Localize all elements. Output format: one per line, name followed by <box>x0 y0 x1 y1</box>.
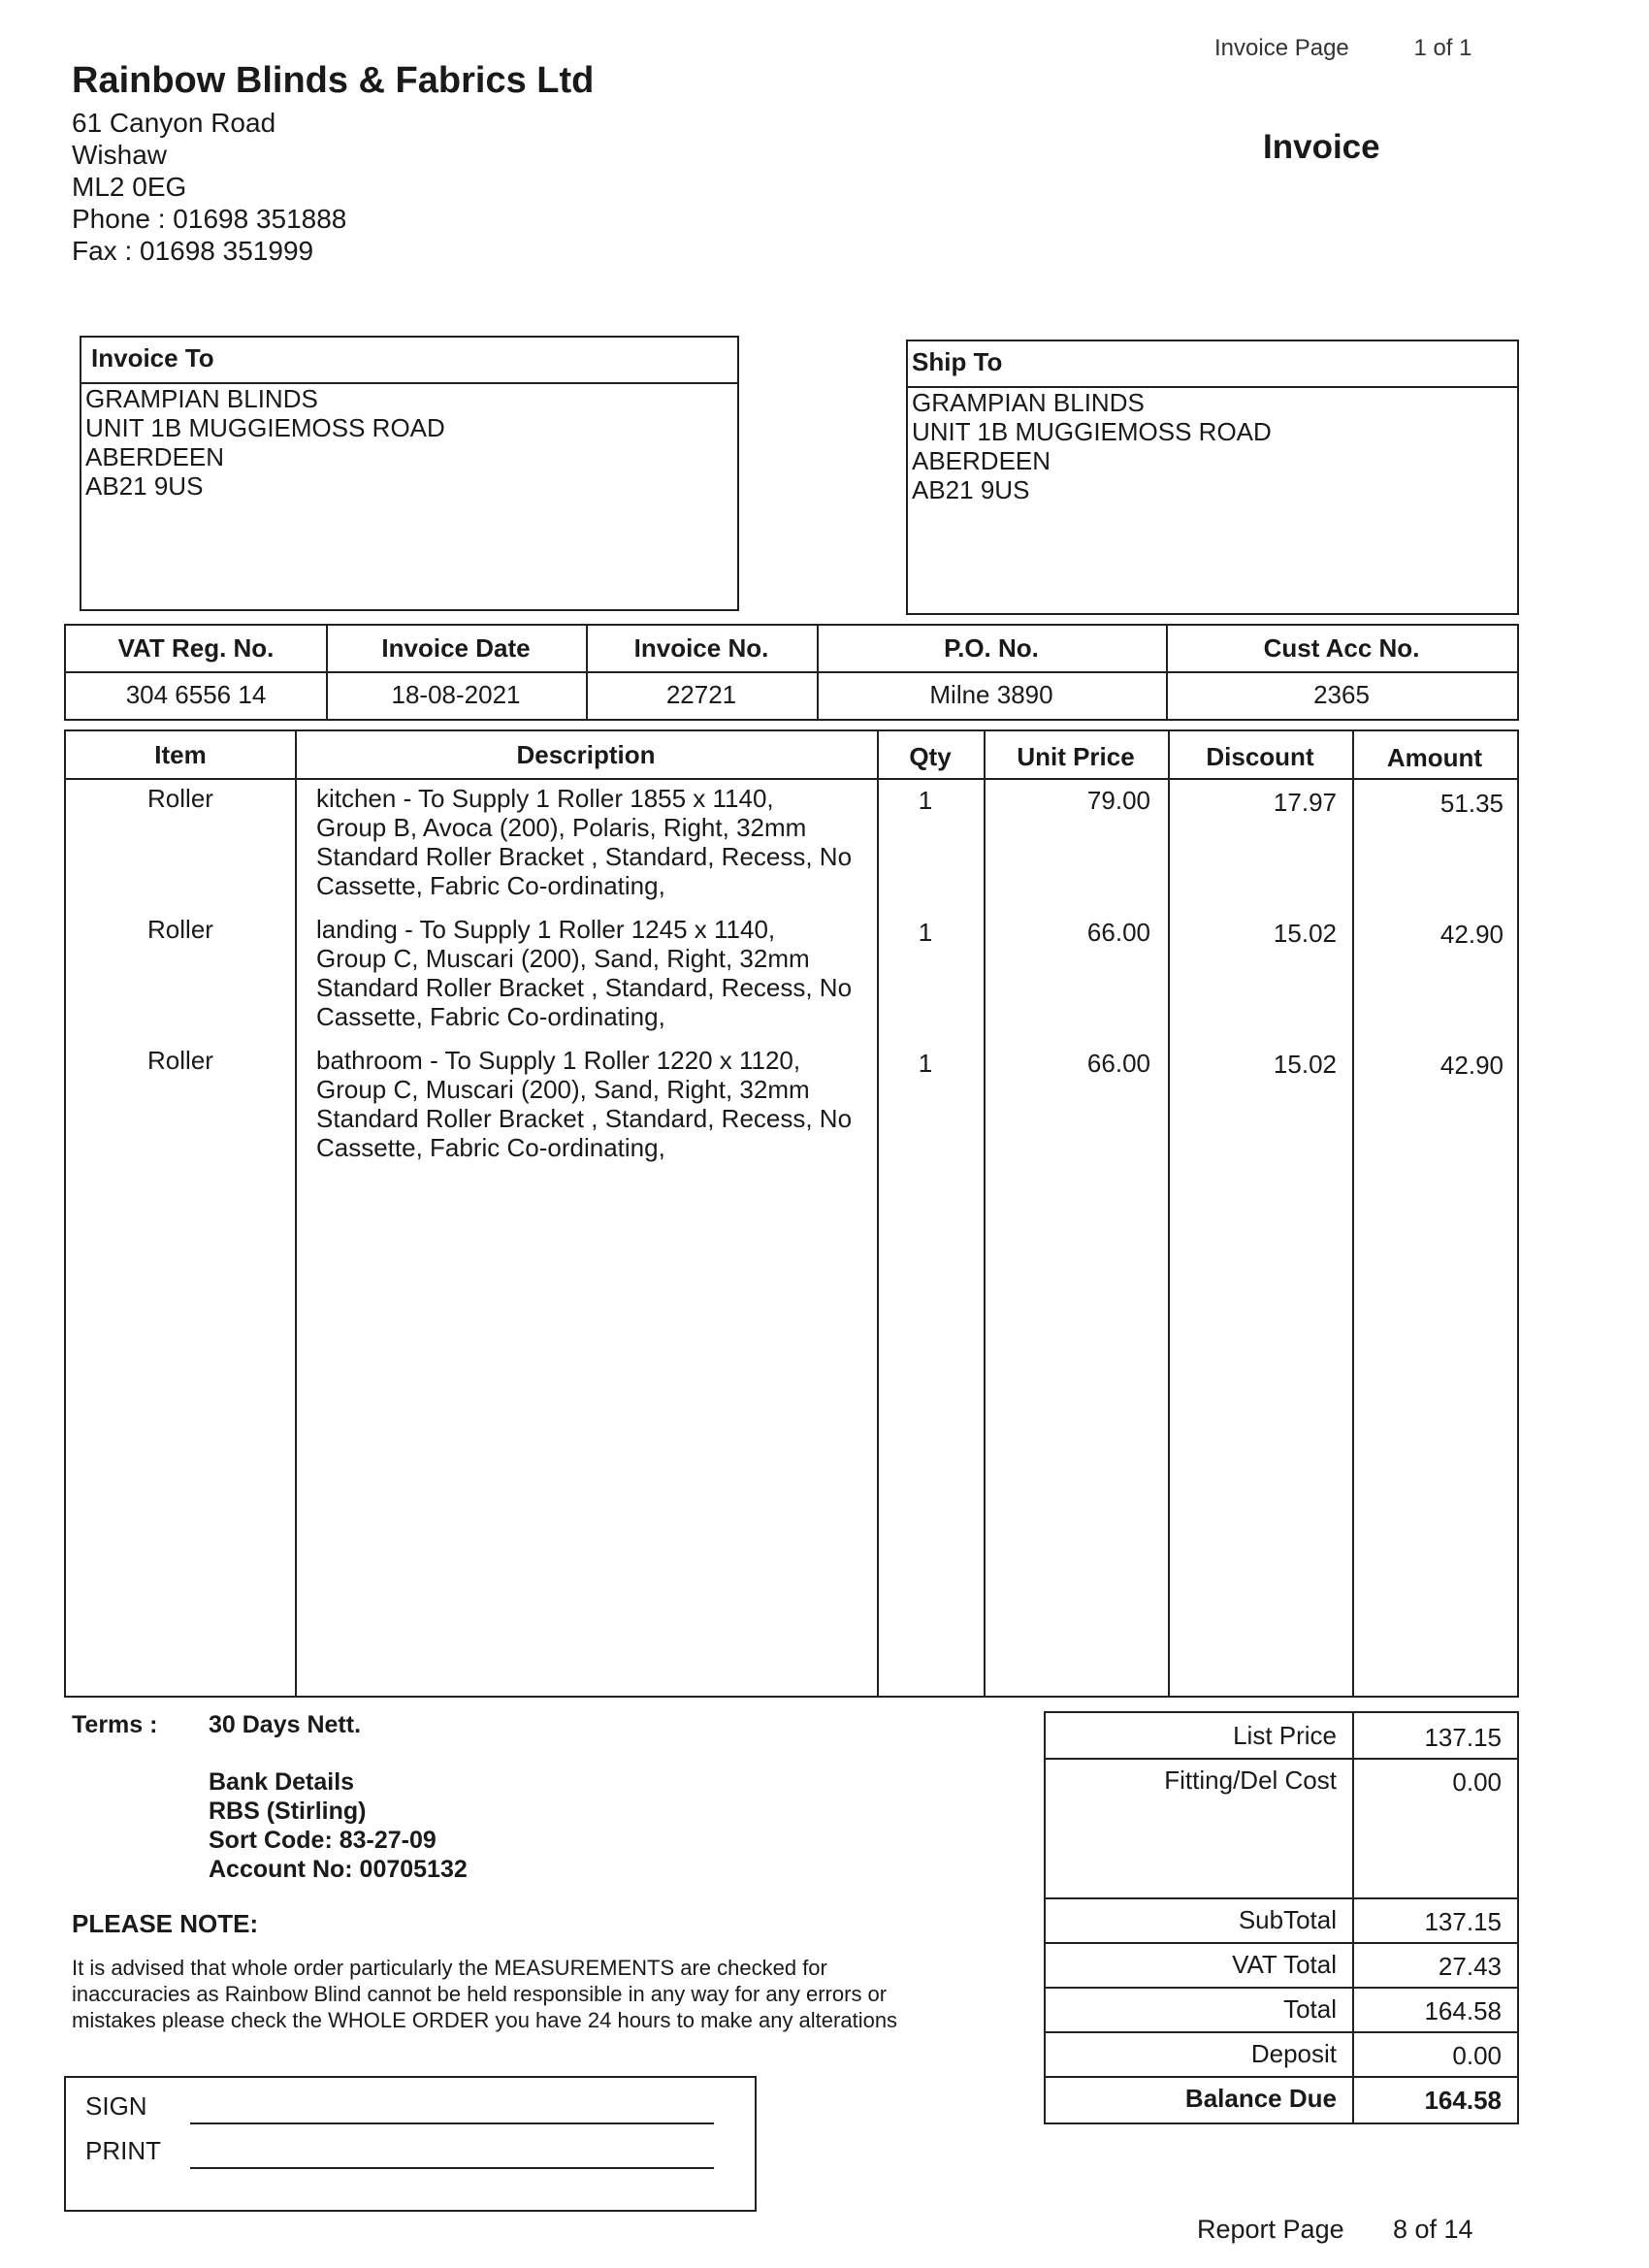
account-number: Account No: 00705132 <box>209 1856 468 1883</box>
description-line: kitchen - To Supply 1 Roller 1855 x 1140, <box>316 784 774 813</box>
row-description <box>316 784 852 900</box>
page-indicator <box>1214 35 1530 60</box>
bank-name: RBS (Stirling) <box>209 1798 367 1825</box>
note-text <box>72 1955 1003 2033</box>
total-label: Total <box>1283 1994 1337 2024</box>
sign-label: SIGN <box>85 2091 147 2121</box>
subtotal-label: SubTotal <box>1238 1905 1337 1934</box>
company-address-line: ML2 0EG <box>72 172 187 202</box>
page-indicator-label: Invoice Page <box>1214 35 1349 60</box>
ship-to-line: GRAMPIAN BLINDS <box>912 388 1145 417</box>
note-line: mistakes please check the WHOLE ORDER you have 24 hours to make any alterations <box>72 2008 898 2032</box>
description-line: Standard Roller Bracket , Standard, Recess, No <box>316 1104 853 1133</box>
row-item: Roller <box>147 915 213 944</box>
row-item: Roller <box>147 1046 213 1075</box>
fitting-label: Fitting/Del Cost <box>1164 1766 1337 1795</box>
row-amount: 42.90 <box>1439 920 1504 949</box>
deposit-value: 0.00 <box>1452 2041 1502 2070</box>
list-price-value: 137.15 <box>1424 1723 1502 1752</box>
note-line: It is advised that whole order particularly the MEASUREMENTS are checked for <box>72 1956 827 1980</box>
invoice-to-line: AB21 9US <box>85 471 204 501</box>
vat-reg-value: 304 6556 14 <box>125 680 267 709</box>
description-line: landing - To Supply 1 Roller 1245 x 1140, <box>316 915 776 944</box>
row-description <box>316 1046 852 1162</box>
item-header: Item <box>154 740 207 769</box>
ship-to-box <box>906 340 1519 615</box>
row-item: Roller <box>147 784 213 813</box>
discount-header: Discount <box>1206 742 1314 771</box>
row-unit-price: 79.00 <box>1086 786 1150 815</box>
row-description <box>316 915 852 1031</box>
deposit-label: Deposit <box>1250 2039 1337 2068</box>
invoice-to-label: Invoice To <box>91 343 214 373</box>
note-title: PLEASE NOTE: <box>72 1909 259 1938</box>
print-label: PRINT <box>85 2136 161 2165</box>
row-discount: 17.97 <box>1273 788 1337 817</box>
company-name: Rainbow Blinds & Fabrics Ltd <box>72 60 595 101</box>
description-line: Cassette, Fabric Co-ordinating, <box>316 1133 665 1162</box>
description-line: Group C, Muscari (200), Sand, Right, 32mm <box>316 944 810 973</box>
qty-header: Qty <box>909 742 952 771</box>
description-line: Standard Roller Bracket , Standard, Recess, No <box>316 973 853 1002</box>
total-value: 164.58 <box>1424 1996 1502 2025</box>
sort-code: Sort Code: 83-27-09 <box>209 1827 436 1854</box>
balance-due-label: Balance Due <box>1184 2084 1337 2113</box>
row-discount: 15.02 <box>1273 919 1337 948</box>
invoice-to-line: ABERDEEN <box>85 442 225 471</box>
list-price-label: List Price <box>1233 1721 1337 1750</box>
po-no-header: P.O. No. <box>944 633 1039 663</box>
ship-to-label: Ship To <box>912 347 1003 376</box>
document-title: Invoice <box>1263 128 1380 166</box>
bank-details <box>209 1767 468 1884</box>
print-line[interactable] <box>190 2167 714 2169</box>
report-page-value: 8 of 14 <box>1393 2215 1473 2244</box>
totals-table <box>1044 1711 1519 2124</box>
unit-price-header: Unit Price <box>1017 742 1135 771</box>
company-address-line: Wishaw <box>72 140 168 170</box>
balance-due-value: 164.58 <box>1424 2086 1502 2115</box>
vat-reg-header: VAT Reg. No. <box>117 633 275 663</box>
company-phone: Phone : 01698 351888 <box>72 204 347 234</box>
ship-to-line: UNIT 1B MUGGIEMOSS ROAD <box>912 417 1272 446</box>
row-unit-price: 66.00 <box>1086 1049 1150 1078</box>
row-discount: 15.02 <box>1273 1050 1337 1079</box>
bank-details-title: Bank Details <box>209 1768 355 1796</box>
vat-total-label: VAT Total <box>1232 1950 1337 1979</box>
company-address-line: 61 Canyon Road <box>72 108 276 138</box>
row-amount: 51.35 <box>1439 789 1504 818</box>
amount-header: Amount <box>1386 743 1483 772</box>
invoice-to-box <box>80 336 739 611</box>
invoice-no-header: Invoice No. <box>633 633 769 663</box>
description-line: bathroom - To Supply 1 Roller 1220 x 1120, <box>316 1046 801 1075</box>
description-header: Description <box>516 740 656 769</box>
invoice-info-table <box>64 624 1519 721</box>
fitting-value: 0.00 <box>1452 1767 1502 1797</box>
vat-total-value: 27.43 <box>1438 1952 1502 1981</box>
invoice-to-line: UNIT 1B MUGGIEMOSS ROAD <box>85 413 445 442</box>
company-fax: Fax : 01698 351999 <box>72 236 314 266</box>
cust-acc-header: Cust Acc No. <box>1263 633 1420 663</box>
description-line: Group B, Avoca (200), Polaris, Right, 32mm <box>316 813 807 842</box>
row-unit-price: 66.00 <box>1086 918 1150 947</box>
subtotal-value: 137.15 <box>1424 1907 1502 1936</box>
invoice-date-value: 18-08-2021 <box>391 680 521 709</box>
row-qty: 1 <box>918 786 933 815</box>
description-line: Cassette, Fabric Co-ordinating, <box>316 1002 665 1031</box>
report-page-label: Report Page <box>1197 2215 1344 2244</box>
invoice-date-header: Invoice Date <box>381 633 531 663</box>
description-line: Cassette, Fabric Co-ordinating, <box>316 871 665 900</box>
cust-acc-value: 2365 <box>1313 680 1370 709</box>
invoice-no-value: 22721 <box>665 680 737 709</box>
invoice-to-address <box>85 384 445 501</box>
ship-to-address <box>912 388 1272 504</box>
description-line: Standard Roller Bracket , Standard, Recess, No <box>316 842 853 871</box>
po-no-value: Milne 3890 <box>929 680 1053 709</box>
row-qty: 1 <box>918 918 933 947</box>
row-qty: 1 <box>918 1049 933 1078</box>
ship-to-line: AB21 9US <box>912 475 1030 504</box>
signature-box <box>64 2076 757 2212</box>
terms-value: 30 Days Nett. <box>209 1711 362 1738</box>
ship-to-line: ABERDEEN <box>912 446 1051 475</box>
terms-label: Terms : <box>72 1711 158 1738</box>
company-address <box>72 107 346 267</box>
page-indicator-value: 1 of 1 <box>1413 35 1472 60</box>
items-table <box>64 729 1519 1698</box>
note-line: inaccuracies as Rainbow Blind cannot be held responsible in any way for any errors or <box>72 1982 888 2006</box>
row-amount: 42.90 <box>1439 1051 1504 1080</box>
invoice-to-line: GRAMPIAN BLINDS <box>85 384 318 413</box>
description-line: Group C, Muscari (200), Sand, Right, 32mm <box>316 1075 810 1104</box>
sign-line[interactable] <box>190 2122 714 2124</box>
